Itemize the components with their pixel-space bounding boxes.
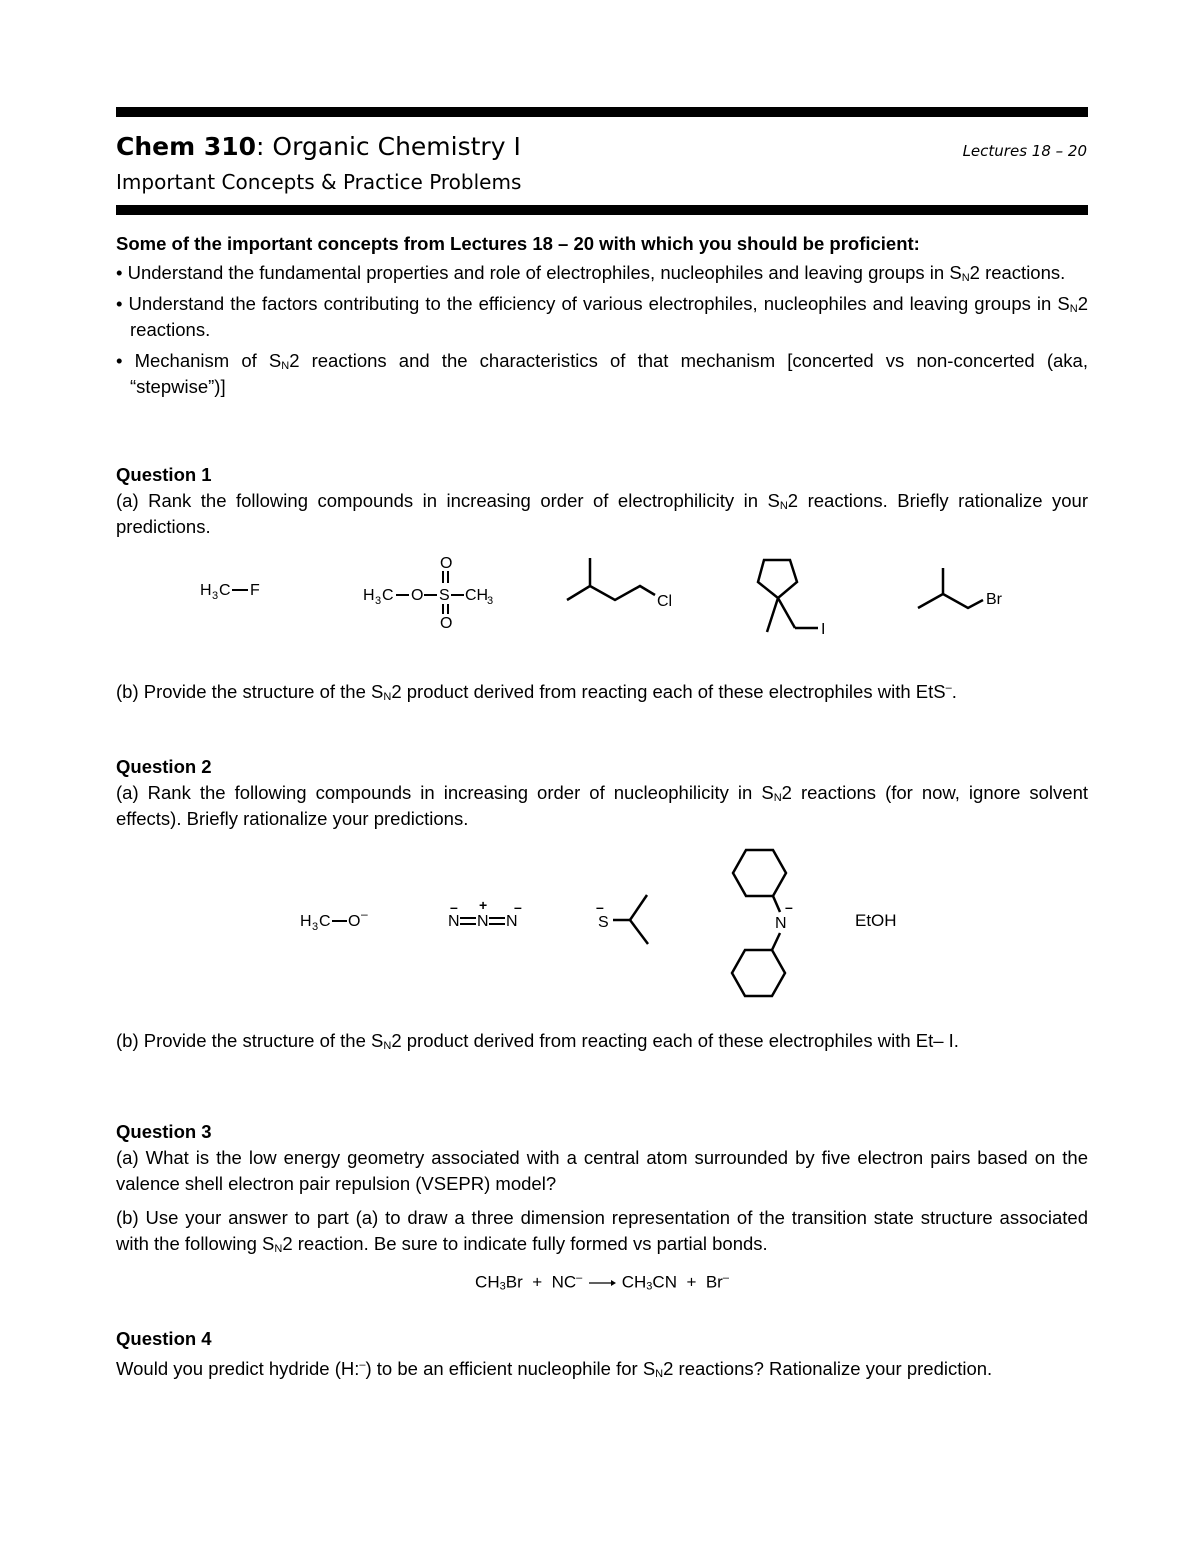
question-text: 2 reactions. Briefly rationalize your predictions. <box>116 490 1088 537</box>
subscript: N <box>281 360 290 372</box>
course-name: Organic Chemistry I <box>264 132 521 161</box>
top-rule <box>116 107 1088 117</box>
question-part-a <box>116 488 1088 540</box>
concepts-section <box>116 231 1088 400</box>
question-part-b <box>116 1205 1088 1257</box>
plus-sign: + <box>532 1272 543 1292</box>
mesylate-structure <box>363 555 493 632</box>
q1-structures <box>150 548 1050 648</box>
methoxide-structure <box>300 907 368 933</box>
ch3f-structure <box>200 582 260 602</box>
atom-label: CH <box>465 587 489 604</box>
bullet-text: 2 reactions. <box>130 293 1088 340</box>
charge: + <box>479 897 488 913</box>
charge: – <box>450 899 458 915</box>
charge: – <box>514 899 522 915</box>
bullet-text: 2 reactions. <box>969 262 1066 283</box>
atom-label: N <box>477 913 489 930</box>
question-2-b <box>116 1028 1088 1054</box>
concept-bullet <box>116 260 1088 286</box>
question-part-b <box>116 1028 1088 1054</box>
lectures-range: Lectures 18 – 20 <box>962 142 1087 160</box>
atom-label: I <box>821 621 826 638</box>
atom-label: 3 <box>312 921 319 933</box>
subscript: N <box>274 1243 283 1255</box>
atom-label: 3 <box>375 595 382 607</box>
bromoalkane-structure <box>918 568 1003 608</box>
question-text: . <box>951 681 957 703</box>
question-text: (a) Rank the following compounds in increasing order of electrophilicity in S <box>116 490 780 511</box>
atom-label: O <box>411 587 424 604</box>
product: Br <box>705 1272 723 1292</box>
atom-label: C <box>219 582 231 599</box>
charge: – <box>576 1272 583 1284</box>
atom-label: S <box>598 914 609 931</box>
charge: – <box>785 899 793 915</box>
question-1-b <box>116 675 1088 705</box>
subscript: N <box>961 272 970 284</box>
question-text: 2 product derived from reacting each of these electrophiles with Et– I. <box>391 1030 959 1051</box>
plus-sign: + <box>686 1272 697 1292</box>
subscript: N <box>655 1368 664 1381</box>
subscript: N <box>383 691 392 704</box>
atom-label: O <box>440 615 453 632</box>
atom-label: N <box>506 913 518 930</box>
atom-label: C <box>382 587 394 604</box>
question-text: 2 product derived from reacting each of these electrophiles with EtS <box>391 681 946 703</box>
question-part-a: (a) What is the low energy geometry associated with a central atom surrounded by five electron pairs based on the valence shell electron pair repulsion (VSEPR) model? <box>116 1147 1088 1194</box>
atom-label: 3 <box>487 595 494 607</box>
bullet-text: 2 reactions and the characteristics of that mechanism [concerted vs non-concerted (aka, “stepwise”)] <box>130 350 1088 397</box>
atom-label: O <box>348 913 361 930</box>
reactant: Br <box>505 1272 523 1292</box>
question-text: 2 reactions? Rationalize your prediction. <box>663 1358 993 1380</box>
thiolate-structure <box>596 895 648 944</box>
course-code: Chem 310 <box>116 132 257 161</box>
product: CH <box>621 1272 647 1292</box>
question-text: (b) Use your answer to part (a) to draw a three dimension representation of the transition state structure associated with the following S <box>116 1207 1088 1254</box>
question-text-block <box>116 1352 1088 1382</box>
bullet-text: • Understand the factors contributing to the efficiency of various electrophiles, nucleophiles and leaving groups in S <box>116 293 1070 314</box>
subscript: 3 <box>499 1280 506 1293</box>
atom-label: H <box>300 913 312 930</box>
azide-structure <box>448 897 522 930</box>
reactant: CH <box>475 1272 500 1292</box>
subscript: N <box>1069 303 1078 315</box>
product: CN <box>652 1272 677 1292</box>
ethanol-label: EtOH <box>855 911 897 930</box>
atom-label: Br <box>986 591 1002 608</box>
atom-label: N <box>775 915 787 932</box>
question-text: (a) Rank the following compounds in increasing order of nucleophilicity in S <box>116 782 774 803</box>
atom-label: N <box>448 913 460 930</box>
question-heading: Question 1 <box>116 464 212 485</box>
question-heading: Question 3 <box>116 1121 212 1142</box>
question-text: (b) Provide the structure of the S <box>116 1030 384 1051</box>
question-heading: Question 2 <box>116 756 212 777</box>
question-part-a <box>116 780 1088 832</box>
dicyclohexylamide-structure <box>732 850 793 996</box>
charge: – <box>945 682 952 694</box>
question-3 <box>116 1119 1088 1296</box>
concept-bullet <box>116 348 1088 400</box>
atom-label: C <box>319 913 331 930</box>
charge: – <box>361 907 368 921</box>
concepts-intro: Some of the important concepts from Lectures 18 – 20 with which you should be proficient: <box>116 233 920 254</box>
question-text: ) to be an efficient nucleophile for S <box>365 1358 656 1380</box>
question-part-b <box>116 675 1088 705</box>
atom-label: 3 <box>212 590 219 602</box>
reactant: NC <box>551 1272 577 1292</box>
question-text: Would you predict hydride (H: <box>116 1358 360 1380</box>
bullet-text: • Mechanism of S <box>116 350 282 371</box>
page-subtitle: Important Concepts & Practice Problems <box>116 170 522 194</box>
atom-label: O <box>440 555 453 572</box>
atom-label: Cl <box>657 593 673 610</box>
chloroalkane-structure <box>567 558 672 610</box>
charge: – <box>596 899 604 915</box>
header-bottom-rule <box>116 205 1088 215</box>
subscript: N <box>383 1040 392 1052</box>
page-title <box>116 132 521 161</box>
iodo-cyclopentane-structure <box>758 560 825 638</box>
atom-label: S <box>439 587 450 604</box>
question-text: 2 reactions (for now, ignore solvent effects). Briefly rationalize your predictions. <box>116 782 1088 829</box>
question-heading: Question 4 <box>116 1328 212 1349</box>
atom-label: H <box>200 582 212 599</box>
charge: – <box>359 1359 366 1371</box>
charge: – <box>722 1272 729 1284</box>
atom-label: F <box>250 582 260 599</box>
q2-structures <box>280 840 940 1005</box>
reaction-equation <box>116 1265 1088 1296</box>
question-1 <box>116 462 1088 540</box>
subscript: N <box>779 500 788 512</box>
reaction-arrow <box>587 1278 617 1288</box>
question-text: (b) Provide the structure of the S <box>116 681 384 703</box>
subscript: 3 <box>646 1280 653 1293</box>
concept-bullet <box>116 291 1088 343</box>
bullet-text: • Understand the fundamental properties and role of electrophiles, nucleophiles and leaving groups in S <box>116 262 962 283</box>
subscript: N <box>773 792 782 804</box>
question-text: 2 reaction. Be sure to indicate fully formed vs partial bonds. <box>282 1233 768 1254</box>
question-2 <box>116 754 1088 832</box>
atom-label: H <box>363 587 375 604</box>
course-sep: : <box>256 132 265 161</box>
question-4 <box>116 1326 1088 1382</box>
